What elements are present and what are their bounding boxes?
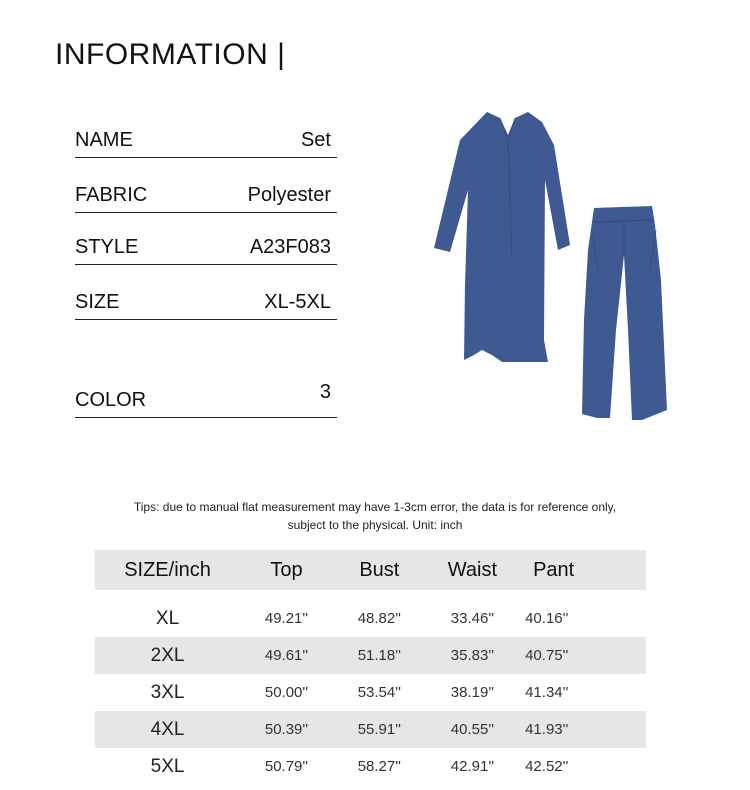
cell-bust: 48.82'' (357, 610, 401, 627)
cell-waist: 33.46'' (450, 610, 495, 627)
measurement-tips (90, 498, 660, 534)
table-row (95, 637, 646, 674)
info-row-name (75, 122, 337, 158)
cell-pant: 41.93'' (519, 711, 646, 748)
info-row-style (75, 229, 337, 265)
col-header-top: Top (240, 550, 333, 590)
cell-pant: 42.52'' (525, 758, 569, 775)
info-row-size (75, 284, 337, 320)
cell-waist: 35.83'' (426, 637, 519, 674)
cell-size: 4XL (95, 711, 240, 748)
cell-bust: 51.18'' (333, 637, 426, 674)
table-row (95, 600, 646, 637)
blouse-and-pants-image (420, 100, 680, 430)
table-row (95, 748, 646, 785)
cell-size: 3XL (150, 681, 185, 703)
size-chart-table (95, 550, 646, 785)
info-row-color (75, 382, 337, 418)
cell-pant: 41.34'' (525, 684, 569, 701)
info-value-color: 3 (319, 381, 331, 403)
info-label-color: COLOR (75, 389, 147, 411)
cell-bust: 58.27'' (357, 758, 401, 775)
cell-top: 50.79'' (264, 758, 309, 775)
cell-waist: 40.55'' (426, 711, 519, 748)
cell-top: 49.61'' (240, 637, 333, 674)
cell-top: 50.00'' (264, 684, 309, 701)
info-value-name: Set (300, 129, 331, 151)
cell-waist: 42.91'' (450, 758, 495, 775)
cell-size: XL (155, 607, 180, 629)
cell-size: 2XL (95, 637, 240, 674)
info-value-style: A23F083 (249, 236, 331, 258)
cell-bust: 55.91'' (333, 711, 426, 748)
size-chart-header (95, 550, 646, 590)
cell-top: 49.21'' (264, 610, 309, 627)
info-value-size: XL-5XL (264, 291, 331, 313)
cell-waist: 38.19'' (450, 684, 495, 701)
col-header-waist: Waist (426, 550, 519, 590)
tips-line-2: subject to the physical. Unit: inch (287, 518, 463, 532)
info-label-style: STYLE (75, 236, 139, 258)
cell-size: 5XL (150, 755, 185, 777)
col-header-pant: Pant (519, 550, 646, 590)
tips-line-1: Tips: due to manual flat measurement may have 1-3cm error, the data is for reference only, (133, 500, 617, 514)
info-label-name: NAME (75, 129, 133, 151)
table-row (95, 711, 646, 748)
table-row (95, 674, 646, 711)
cell-bust: 53.54'' (357, 684, 401, 701)
info-row-fabric (75, 177, 337, 213)
blouse-shape (434, 112, 570, 362)
cell-pant: 40.75'' (519, 637, 646, 674)
info-label-fabric: FABRIC (75, 184, 148, 206)
cell-top: 50.39'' (240, 711, 333, 748)
info-value-fabric: Polyester (247, 184, 331, 206)
col-header-bust: Bust (333, 550, 426, 590)
page-heading: INFORMATION | (55, 38, 286, 71)
info-label-size: SIZE (75, 291, 120, 313)
col-header-size: SIZE/inch (95, 550, 240, 590)
cell-pant: 40.16'' (525, 610, 569, 627)
